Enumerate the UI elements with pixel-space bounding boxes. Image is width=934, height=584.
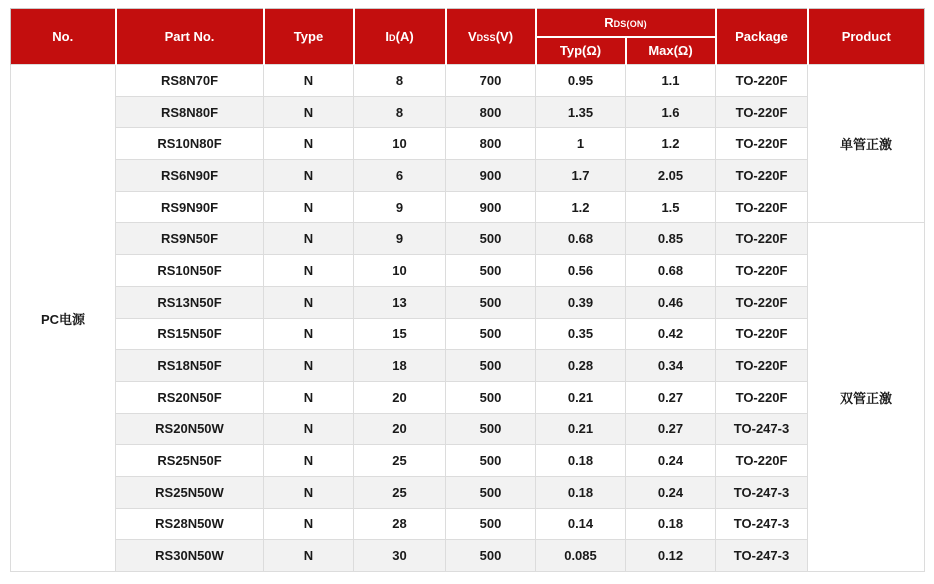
cell-type: N: [264, 96, 354, 128]
cell-rds-max: 0.46: [626, 286, 716, 318]
cell-rds-typ: 0.21: [536, 381, 626, 413]
cell-part-no: RS15N50F: [116, 318, 264, 350]
cell-package: TO-220F: [716, 255, 808, 287]
cell-part-no: RS25N50W: [116, 476, 264, 508]
cell-rds-max: 1.5: [626, 191, 716, 223]
table-row: [11, 445, 925, 477]
cell-rds-max: 0.34: [626, 350, 716, 382]
cell-part-no: RS28N50W: [116, 508, 264, 540]
cell-id: 13: [354, 286, 446, 318]
cell-rds-max: 1.2: [626, 128, 716, 160]
cell-package: TO-220F: [716, 318, 808, 350]
cell-no-group: PC电源: [11, 65, 116, 572]
cell-type: N: [264, 128, 354, 160]
cell-package: TO-220F: [716, 191, 808, 223]
col-header-part-no: Part No.: [116, 9, 264, 65]
cell-rds-typ: 0.28: [536, 350, 626, 382]
cell-package: TO-247-3: [716, 413, 808, 445]
cell-package: TO-220F: [716, 223, 808, 255]
cell-type: N: [264, 286, 354, 318]
cell-rds-typ: 0.18: [536, 445, 626, 477]
cell-id: 20: [354, 413, 446, 445]
cell-id: 8: [354, 96, 446, 128]
cell-product-group: 单管正激: [808, 65, 925, 223]
cell-rds-typ: 0.18: [536, 476, 626, 508]
cell-package: TO-220F: [716, 128, 808, 160]
cell-rds-typ: 0.39: [536, 286, 626, 318]
table-header: [11, 9, 925, 65]
cell-package: TO-220F: [716, 381, 808, 413]
cell-rds-max: 1.1: [626, 65, 716, 97]
cell-package: TO-247-3: [716, 540, 808, 572]
cell-package: TO-220F: [716, 160, 808, 192]
table-row: [11, 350, 925, 382]
cell-id: 18: [354, 350, 446, 382]
table-row: [11, 476, 925, 508]
cell-type: N: [264, 65, 354, 97]
cell-vdss: 800: [446, 96, 536, 128]
cell-id: 15: [354, 318, 446, 350]
table-row: [11, 540, 925, 572]
cell-vdss: 700: [446, 65, 536, 97]
cell-type: N: [264, 160, 354, 192]
cell-type: N: [264, 540, 354, 572]
cell-vdss: 500: [446, 508, 536, 540]
cell-rds-max: 0.24: [626, 445, 716, 477]
cell-rds-max: 0.42: [626, 318, 716, 350]
cell-rds-typ: 0.68: [536, 223, 626, 255]
cell-part-no: RS8N70F: [116, 65, 264, 97]
cell-part-no: RS6N90F: [116, 160, 264, 192]
table-row: [11, 413, 925, 445]
cell-package: TO-220F: [716, 350, 808, 382]
cell-type: N: [264, 318, 354, 350]
cell-rds-typ: 1.7: [536, 160, 626, 192]
cell-rds-max: 1.6: [626, 96, 716, 128]
col-header-product: Product: [808, 9, 925, 65]
cell-rds-typ: 1: [536, 128, 626, 160]
col-header-max: Max(Ω): [626, 37, 716, 65]
cell-vdss: 500: [446, 255, 536, 287]
cell-part-no: RS13N50F: [116, 286, 264, 318]
cell-id: 25: [354, 445, 446, 477]
cell-package: TO-220F: [716, 445, 808, 477]
col-header-id: ID(A): [354, 9, 446, 65]
table-row: [11, 65, 925, 97]
col-header-rds-on: RDS(ON): [536, 9, 716, 37]
cell-vdss: 500: [446, 286, 536, 318]
cell-package: TO-220F: [716, 286, 808, 318]
cell-type: N: [264, 508, 354, 540]
table-row: [11, 286, 925, 318]
cell-vdss: 500: [446, 223, 536, 255]
cell-rds-max: 0.85: [626, 223, 716, 255]
cell-vdss: 500: [446, 350, 536, 382]
cell-id: 10: [354, 128, 446, 160]
col-header-typ: Typ(Ω): [536, 37, 626, 65]
cell-id: 9: [354, 223, 446, 255]
cell-package: TO-247-3: [716, 508, 808, 540]
cell-part-no: RS9N90F: [116, 191, 264, 223]
cell-package: TO-220F: [716, 96, 808, 128]
cell-vdss: 500: [446, 540, 536, 572]
col-header-vdss: VDSS(V): [446, 9, 536, 65]
cell-part-no: RS10N80F: [116, 128, 264, 160]
cell-type: N: [264, 445, 354, 477]
cell-type: N: [264, 255, 354, 287]
cell-rds-typ: 1.35: [536, 96, 626, 128]
cell-id: 30: [354, 540, 446, 572]
table-body: [11, 65, 925, 572]
cell-part-no: RS30N50W: [116, 540, 264, 572]
cell-part-no: RS10N50F: [116, 255, 264, 287]
cell-package: TO-220F: [716, 65, 808, 97]
cell-vdss: 500: [446, 381, 536, 413]
col-header-package: Package: [716, 9, 808, 65]
cell-type: N: [264, 350, 354, 382]
cell-id: 10: [354, 255, 446, 287]
cell-rds-typ: 0.21: [536, 413, 626, 445]
cell-rds-typ: 0.95: [536, 65, 626, 97]
cell-rds-typ: 0.56: [536, 255, 626, 287]
table-row: [11, 223, 925, 255]
cell-type: N: [264, 223, 354, 255]
cell-vdss: 800: [446, 128, 536, 160]
cell-product-group: 双管正激: [808, 223, 925, 572]
cell-type: N: [264, 381, 354, 413]
cell-type: N: [264, 413, 354, 445]
cell-id: 25: [354, 476, 446, 508]
cell-rds-typ: 0.085: [536, 540, 626, 572]
table-row: [11, 160, 925, 192]
cell-part-no: RS18N50F: [116, 350, 264, 382]
cell-id: 20: [354, 381, 446, 413]
cell-vdss: 500: [446, 413, 536, 445]
cell-id: 28: [354, 508, 446, 540]
cell-rds-max: 2.05: [626, 160, 716, 192]
col-header-type: Type: [264, 9, 354, 65]
cell-vdss: 500: [446, 318, 536, 350]
cell-id: 8: [354, 65, 446, 97]
table-row: [11, 508, 925, 540]
cell-part-no: RS20N50W: [116, 413, 264, 445]
cell-part-no: RS8N80F: [116, 96, 264, 128]
cell-vdss: 900: [446, 160, 536, 192]
cell-type: N: [264, 476, 354, 508]
cell-rds-max: 0.27: [626, 381, 716, 413]
col-header-no: No.: [11, 9, 116, 65]
cell-rds-max: 0.12: [626, 540, 716, 572]
cell-rds-max: 0.24: [626, 476, 716, 508]
cell-rds-typ: 0.14: [536, 508, 626, 540]
spec-table-container: [10, 8, 924, 572]
cell-id: 6: [354, 160, 446, 192]
cell-vdss: 500: [446, 476, 536, 508]
table-row: [11, 96, 925, 128]
cell-rds-max: 0.18: [626, 508, 716, 540]
table-row: [11, 381, 925, 413]
cell-vdss: 900: [446, 191, 536, 223]
cell-part-no: RS20N50F: [116, 381, 264, 413]
table-row: [11, 191, 925, 223]
cell-rds-typ: 0.35: [536, 318, 626, 350]
cell-rds-max: 0.68: [626, 255, 716, 287]
cell-id: 9: [354, 191, 446, 223]
header-row-top: [11, 9, 925, 37]
table-row: [11, 255, 925, 287]
mosfet-spec-table: [10, 8, 925, 572]
cell-vdss: 500: [446, 445, 536, 477]
cell-package: TO-247-3: [716, 476, 808, 508]
cell-type: N: [264, 191, 354, 223]
cell-rds-typ: 1.2: [536, 191, 626, 223]
table-row: [11, 128, 925, 160]
cell-part-no: RS9N50F: [116, 223, 264, 255]
cell-rds-max: 0.27: [626, 413, 716, 445]
cell-part-no: RS25N50F: [116, 445, 264, 477]
table-row: [11, 318, 925, 350]
